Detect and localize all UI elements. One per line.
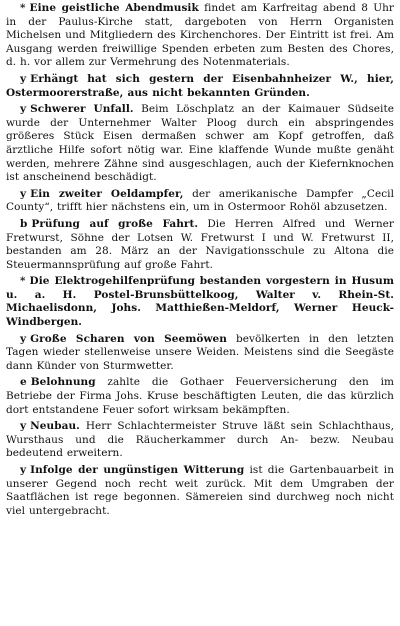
article-pruefung	[6, 218, 394, 272]
article-headline: Die Elektrogehilfenprüfung	[29, 275, 196, 288]
article-headline: Infolge der ungünstigen Witterung	[30, 464, 245, 476]
article-headline: Große Scharen von Seemöwen	[30, 332, 227, 345]
article-marker: y	[20, 332, 27, 345]
article-marker: y	[20, 420, 27, 433]
article-marker: b	[20, 217, 28, 230]
article-oeldampfer	[6, 188, 394, 215]
article-headline: Eine geistliche Abendmusik	[29, 2, 199, 14]
article-seemoewen	[6, 333, 394, 374]
article-text: zahlte die Gothaer Feuerversicherung den im Betriebe der Firma Johs. Kruse beschäftigten Leuten, die das kürzlich dort entstandene Feuer sofort wirksam bekämpften.	[6, 376, 394, 416]
article-text: Herr Schlachtermeister Struve läßt sein Schlachthaus, Wursthaus und die Räucherkammer durch An- bezw. Neubau bedeutend erweitern.	[6, 420, 394, 460]
article-text: bevölkerten in den letzten Tagen wieder stellenweise unsere Weiden. Meistens sind die Seegäste dann Künder von Sturmwetter.	[6, 332, 394, 372]
article-schwerer-unfall	[6, 103, 394, 185]
article-erhaengt	[6, 73, 394, 100]
article-marker: y	[20, 464, 27, 476]
article-headline: Ein zweiter Oeldampfer,	[30, 187, 184, 200]
article-elektrogehilfen	[6, 275, 394, 329]
article-marker: y	[20, 187, 27, 200]
article-headline: Prüfung auf große Fahrt.	[31, 217, 199, 230]
article-text: bestanden vorgestern in Husum u. a. H. Postel-Brunsbüttelkoog, Walter v. Rhein-St. Michaelisdonn, Johs. Matthießen-Meldorf, Werner Heuck-Windbergen.	[6, 275, 394, 329]
article-text: der amerikanische Dampfer „Cecil County“, trifft hier nächstens ein, um in Ostermoor Rohöl abzusetzen.	[6, 187, 394, 214]
article-headline: Erhängt	[30, 72, 79, 85]
article-text: findet am Karfreitag abend 8 Uhr in der Paulus-Kirche statt, dargeboten von Herrn Organisten Michelsen und Mitgliedern des Kirchenchores. Der Eintritt ist frei. Am Ausgang werden freiwillige Spenden erbeten zum Besten des Chores, d. h. vor allem zur Vermehrung des Notenmaterials.	[6, 2, 394, 69]
article-text: ist die Gartenbauarbeit in unserer Gegend noch recht weit zurück. Mit dem Umgraben der Saatflächen ist rege begonnen. Sämereien sind durchweg noch nicht viel untergebracht.	[6, 464, 395, 517]
article-marker: e	[20, 376, 27, 389]
article-text: hat sich gestern der Eisenbahnheizer W., hier, Ostermoorerstraße, aus nicht bekannten Gründen.	[6, 72, 395, 99]
article-neubau	[6, 420, 394, 461]
article-text: Die Herren Alfred und Werner Fretwurst, Söhne der Lotsen W. Fretwurst I und W. Fretwurst II, bestanden am 28. März an der Navigationsschule zu Altona die Steuermannsprüfung auf große Fahrt.	[6, 217, 394, 271]
article-headline: Schwerer Unfall.	[30, 103, 134, 116]
article-headline: Belohnung	[30, 376, 96, 389]
article-belohnung	[6, 376, 394, 417]
article-witterung	[6, 464, 394, 518]
article-abendmusik	[6, 2, 394, 70]
article-marker: y	[20, 103, 27, 116]
article-headline: Neubau.	[30, 420, 80, 433]
article-marker: *	[20, 2, 26, 14]
article-marker: y	[20, 72, 27, 85]
article-marker: *	[20, 275, 26, 288]
article-text: Beim Löschplatz an der Kaimauer Südseite wurde der Unternehmer Walter Ploog durch ein abspringendes größeres Stück Eisen dermaßen schwer am Kopf getroffen, daß ärztliche Hilfe sofort nötig war. Eine klaffende Wunde mußte genäht werden, mehrere Zähne sind ausgeschlagen, auch der Kiefernknochen ist anscheinend beschädigt.	[6, 103, 394, 184]
